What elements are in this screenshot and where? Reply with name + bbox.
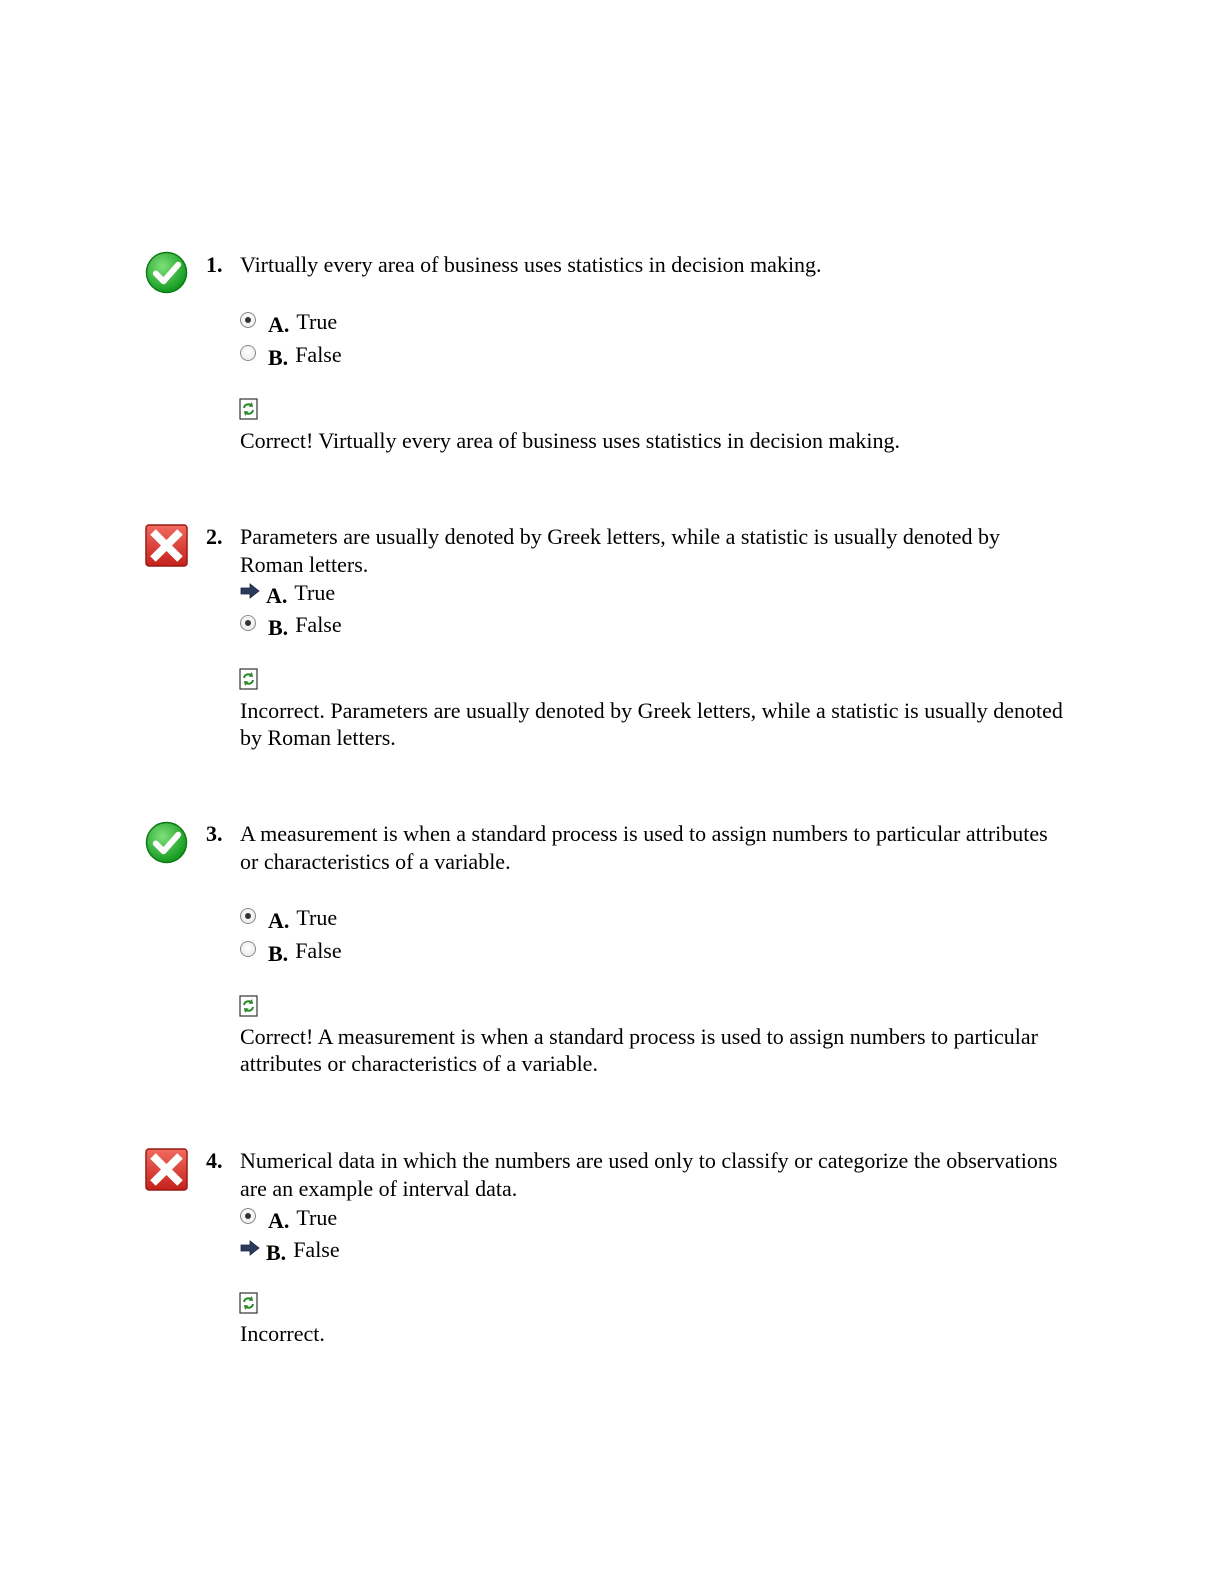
feedback-text: Correct! Virtually every area of business uses statistics in decision making. bbox=[240, 428, 900, 453]
radio-selected-icon[interactable] bbox=[240, 312, 256, 328]
checkmark-icon bbox=[145, 821, 188, 864]
radio-selected-icon[interactable] bbox=[240, 908, 256, 924]
option-letter: A. bbox=[268, 312, 290, 337]
feedback-text: Incorrect. bbox=[240, 1321, 325, 1346]
x-mark-icon bbox=[145, 1148, 188, 1191]
option-letter: B. bbox=[268, 345, 289, 370]
question-text: Virtually every area of business uses statistics in decision making. bbox=[240, 252, 822, 277]
option-label: True bbox=[296, 309, 338, 334]
option-label: False bbox=[295, 612, 342, 637]
question-number: 4. bbox=[206, 1148, 223, 1173]
x-mark-icon bbox=[145, 524, 188, 567]
document-refresh-icon bbox=[239, 668, 258, 690]
radio-selected-icon[interactable] bbox=[240, 615, 256, 631]
option-letter: A. bbox=[268, 908, 290, 933]
option-a[interactable] bbox=[240, 307, 337, 337]
question-text: A measurement is when a standard process is used to assign numbers to particular attributes or characteristics of a variable. bbox=[240, 821, 1048, 874]
correct-answer-arrow-icon bbox=[240, 1240, 260, 1256]
option-a[interactable] bbox=[240, 903, 337, 933]
option-letter: A. bbox=[268, 1208, 290, 1233]
correct-answer-arrow-icon bbox=[240, 583, 260, 599]
option-label: False bbox=[295, 342, 342, 367]
radio-selected-icon[interactable] bbox=[240, 1208, 256, 1224]
document-refresh-icon bbox=[239, 995, 258, 1017]
option-b[interactable] bbox=[240, 610, 342, 640]
question-text: Numerical data in which the numbers are used only to classify or categorize the observations are an example of interval data. bbox=[240, 1148, 1058, 1201]
option-label: True bbox=[296, 905, 338, 930]
question-number: 2. bbox=[206, 524, 223, 549]
radio-unselected-icon[interactable] bbox=[240, 345, 256, 361]
option-letter: A. bbox=[266, 583, 288, 608]
option-label: True bbox=[294, 580, 336, 605]
option-a[interactable] bbox=[240, 1203, 337, 1233]
question-text: Parameters are usually denoted by Greek letters, while a statistic is usually denoted by Roman letters. bbox=[240, 524, 1000, 577]
option-a[interactable] bbox=[240, 578, 335, 608]
option-letter: B. bbox=[268, 615, 289, 640]
feedback-text: Correct! A measurement is when a standard process is used to assign numbers to particular attributes or characteristics of a variable. bbox=[240, 1024, 1038, 1076]
question-number: 3. bbox=[206, 821, 223, 846]
document-refresh-icon bbox=[239, 1292, 258, 1314]
option-b[interactable] bbox=[240, 936, 342, 966]
document-refresh-icon bbox=[239, 398, 258, 420]
feedback-text: Incorrect. Parameters are usually denoted by Greek letters, while a statistic is usually denoted by Roman letters. bbox=[240, 698, 1063, 750]
option-letter: B. bbox=[268, 941, 289, 966]
option-label: True bbox=[296, 1205, 338, 1230]
option-b[interactable] bbox=[240, 340, 342, 370]
question-number: 1. bbox=[206, 252, 223, 277]
option-b[interactable] bbox=[240, 1235, 340, 1265]
checkmark-icon bbox=[145, 251, 188, 294]
option-label: False bbox=[293, 1237, 340, 1262]
radio-unselected-icon[interactable] bbox=[240, 941, 256, 957]
option-letter: B. bbox=[266, 1240, 287, 1265]
option-label: False bbox=[295, 938, 342, 963]
